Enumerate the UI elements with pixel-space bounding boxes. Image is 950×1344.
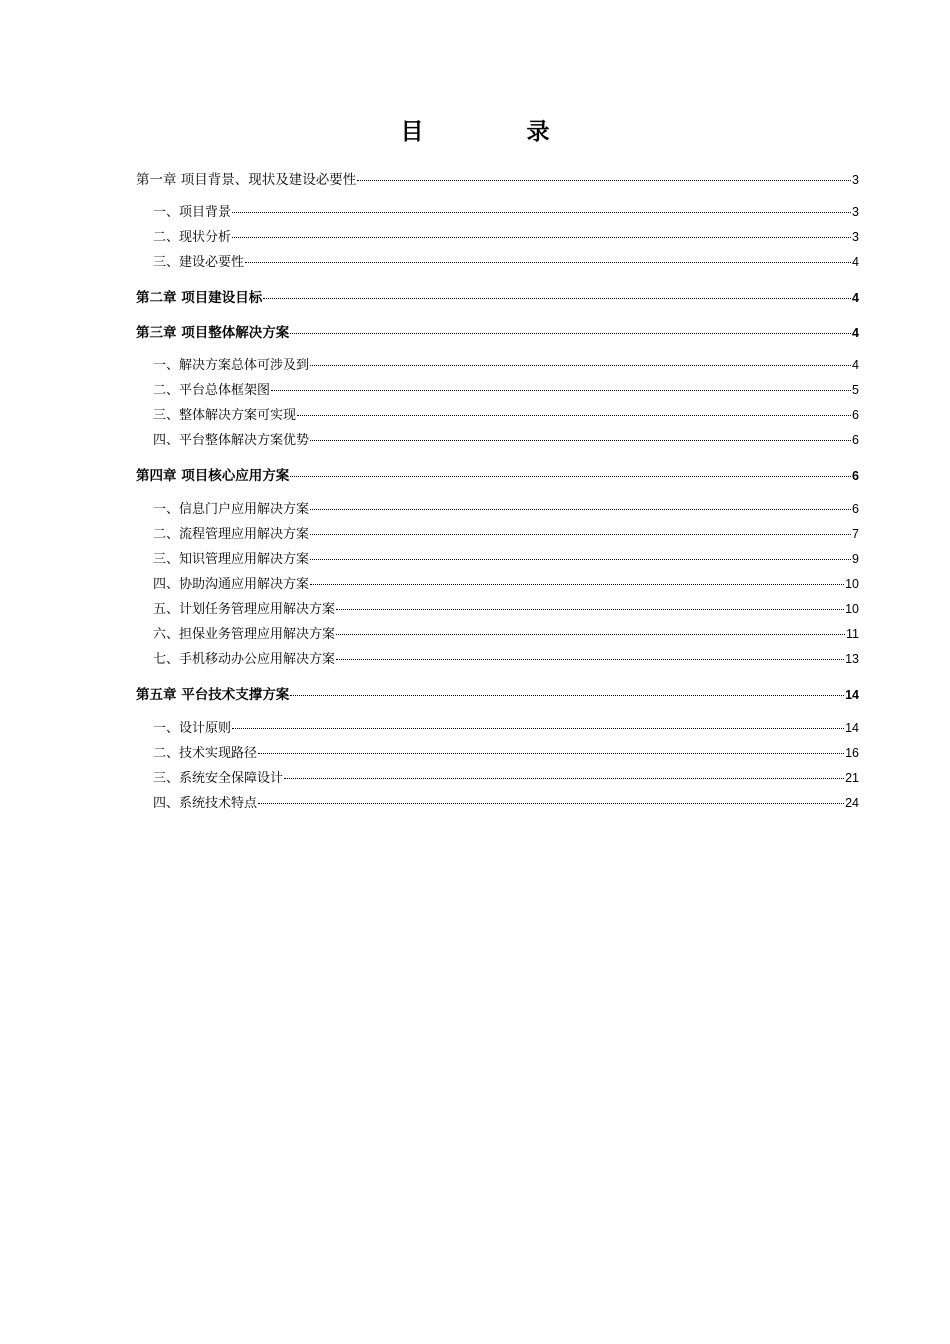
toc-dot-leader (336, 634, 845, 635)
toc-dot-leader (232, 212, 851, 213)
toc-dot-leader (357, 180, 851, 181)
toc-chapter-entry[interactable] (136, 685, 859, 705)
toc-section-entry[interactable] (136, 718, 859, 738)
toc-dot-leader (310, 534, 851, 535)
toc-entry-label: 四、系统技术特点 (153, 796, 258, 811)
toc-dot-leader (258, 803, 844, 804)
toc-dot-leader (263, 298, 851, 299)
toc-dot-leader (290, 695, 844, 696)
toc-entry-label: 第三章 项目整体解决方案 (136, 325, 290, 341)
toc-entry-label: 一、解决方案总体可涉及到 (153, 358, 310, 373)
toc-section-entry[interactable] (136, 574, 859, 594)
toc-dot-leader (310, 509, 851, 510)
toc-page-number: 6 (852, 469, 859, 483)
toc-dot-leader (310, 584, 844, 585)
toc-dot-leader (290, 333, 851, 334)
toc-title: 目 录 (400, 118, 590, 145)
toc-entry-label: 一、信息门户应用解决方案 (153, 502, 310, 517)
toc-entry-label: 三、建设必要性 (153, 255, 245, 270)
toc-page-number: 4 (852, 326, 859, 340)
toc-entry-label: 二、技术实现路径 (153, 746, 258, 761)
toc-entry-label: 第五章 平台技术支撑方案 (136, 687, 290, 703)
toc-section-entry[interactable] (136, 499, 859, 519)
toc-entry-label: 五、计划任务管理应用解决方案 (153, 602, 336, 617)
toc-page-number: 7 (852, 527, 859, 541)
toc-section-entry[interactable] (136, 405, 859, 425)
toc-dot-leader (232, 237, 851, 238)
toc-page-number: 3 (852, 173, 859, 187)
toc-dot-leader (290, 476, 851, 477)
toc-section-entry[interactable] (136, 355, 859, 375)
toc-dot-leader (310, 440, 851, 441)
toc-page-number: 6 (852, 433, 859, 447)
toc-section-entry[interactable] (136, 549, 859, 569)
toc-page-number: 6 (852, 502, 859, 516)
toc-page-number: 4 (852, 358, 859, 372)
toc-page-number: 21 (845, 771, 859, 785)
toc-page-number: 10 (845, 602, 859, 616)
toc-page-number: 13 (845, 652, 859, 666)
toc-entry-label: 第四章 项目核心应用方案 (136, 468, 290, 484)
toc-page-number: 14 (845, 721, 859, 735)
toc-page-number: 10 (845, 577, 859, 591)
toc-entry-label: 第二章 项目建设目标 (136, 290, 263, 306)
toc-dot-leader (284, 778, 844, 779)
toc-section-entry[interactable] (136, 649, 859, 669)
toc-dot-leader (336, 659, 844, 660)
toc-chapter-entry[interactable] (136, 323, 859, 343)
toc-section-entry[interactable] (136, 743, 859, 763)
toc-page-number: 3 (852, 230, 859, 244)
toc-dot-leader (232, 728, 844, 729)
toc-page-number: 24 (845, 796, 859, 810)
toc-dot-leader (258, 753, 844, 754)
toc-section-entry[interactable] (136, 624, 859, 644)
toc-dot-leader (297, 415, 851, 416)
toc-entry-label: 三、整体解决方案可实现 (153, 408, 297, 423)
toc-entry-label: 一、设计原则 (153, 721, 232, 736)
toc-section-entry[interactable] (136, 524, 859, 544)
toc-entry-label: 三、系统安全保障设计 (153, 771, 284, 786)
toc-chapter-entry[interactable] (136, 170, 859, 190)
toc-entry-label: 一、项目背景 (153, 205, 232, 220)
toc-section-entry[interactable] (136, 380, 859, 400)
toc-entry-label: 四、协助沟通应用解决方案 (153, 577, 310, 592)
toc-section-entry[interactable] (136, 227, 859, 247)
toc-page-number: 3 (852, 205, 859, 219)
toc-dot-leader (245, 262, 851, 263)
toc-page-number: 4 (852, 255, 859, 269)
toc-page-number: 6 (852, 408, 859, 422)
toc-page-number: 14 (845, 688, 859, 702)
toc-entry-label: 四、平台整体解决方案优势 (153, 433, 310, 448)
toc-dot-leader (336, 609, 844, 610)
toc-chapter-entry[interactable] (136, 288, 859, 308)
toc-dot-leader (271, 390, 851, 391)
toc-section-entry[interactable] (136, 252, 859, 272)
toc-entry-label: 二、现状分析 (153, 230, 232, 245)
toc-entry-label: 七、手机移动办公应用解决方案 (153, 652, 336, 667)
toc-page-number: 11 (846, 627, 859, 641)
toc-section-entry[interactable] (136, 768, 859, 788)
toc-section-entry[interactable] (136, 202, 859, 222)
toc-section-entry[interactable] (136, 793, 859, 813)
toc-section-entry[interactable] (136, 430, 859, 450)
toc-chapter-entry[interactable] (136, 466, 859, 486)
toc-dot-leader (310, 365, 851, 366)
toc-page-number: 5 (852, 383, 859, 397)
toc-entry-label: 六、担保业务管理应用解决方案 (153, 627, 336, 642)
toc-page-number: 16 (845, 746, 859, 760)
toc-section-entry[interactable] (136, 599, 859, 619)
toc-entry-label: 三、知识管理应用解决方案 (153, 552, 310, 567)
toc-dot-leader (310, 559, 851, 560)
toc-entry-label: 第一章 项目背景、现状及建设必要性 (136, 172, 357, 188)
toc-entry-label: 二、平台总体框架图 (153, 383, 271, 398)
toc-page-number: 9 (852, 552, 859, 566)
toc-entry-label: 二、流程管理应用解决方案 (153, 527, 310, 542)
toc-page-number: 4 (852, 291, 859, 305)
